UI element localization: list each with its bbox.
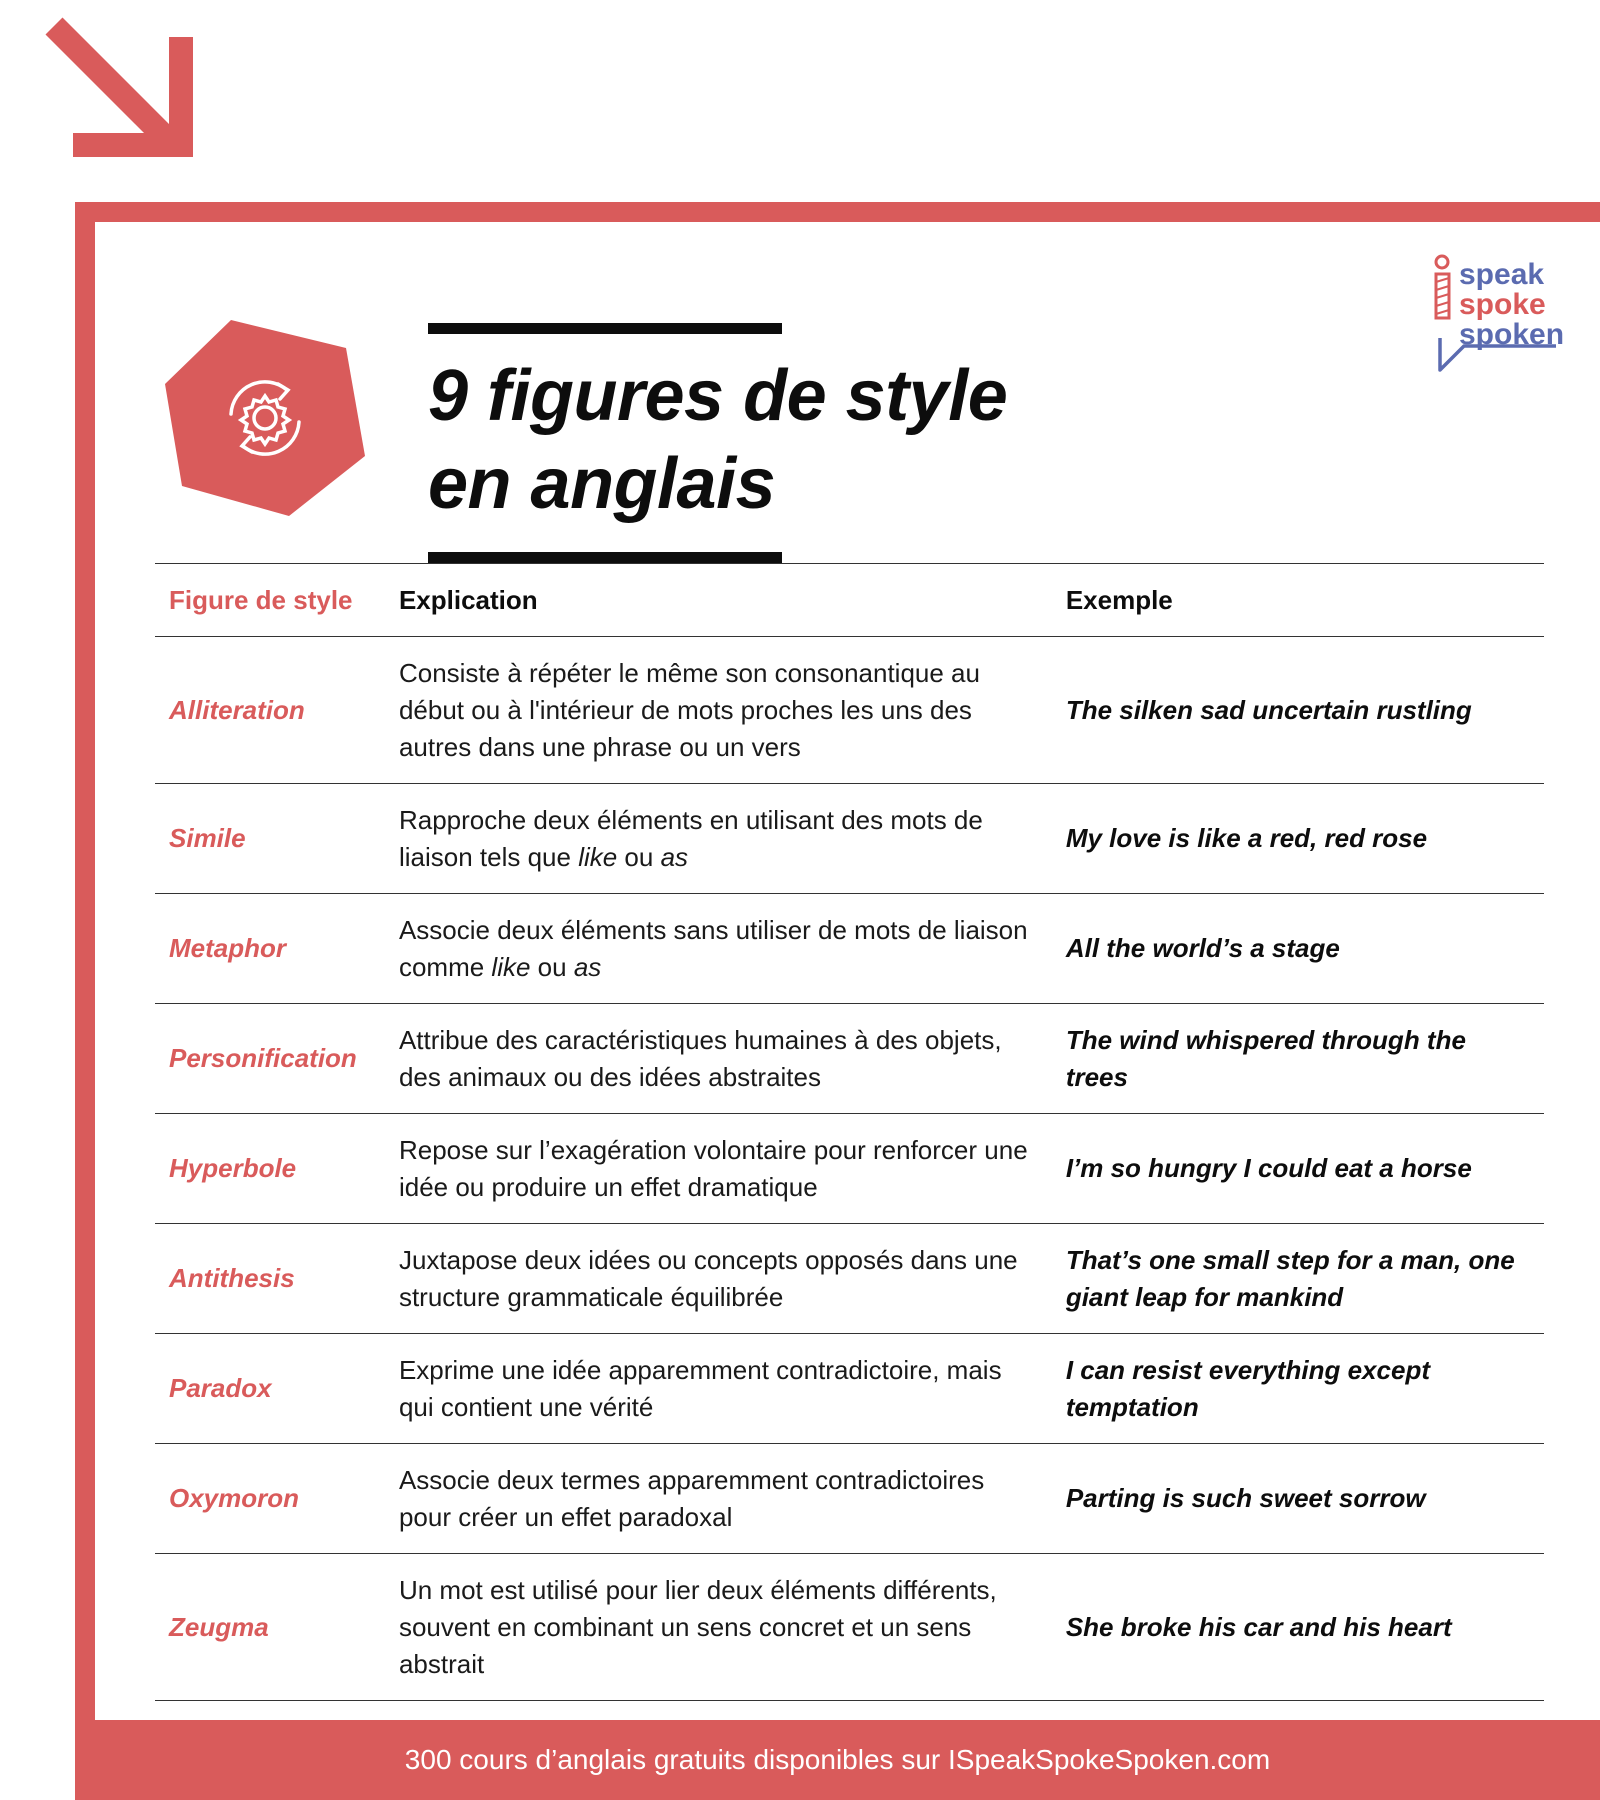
example-text: The silken sad uncertain rustling [1052, 637, 1544, 784]
arrow-down-right-icon [40, 12, 200, 162]
figure-name: Personification [155, 1004, 385, 1114]
outer-frame [75, 202, 1600, 1800]
explication-text: Un mot est utilisé pour lier deux éléments différents, souvent en combinant un sens concret et un sens abstrait [385, 1554, 1052, 1701]
table-row [155, 894, 1544, 1004]
table-row [155, 1004, 1544, 1114]
table-row [155, 1224, 1544, 1334]
figures-table [155, 563, 1544, 1701]
header-figure: Figure de style [155, 564, 385, 637]
explication-text: Consiste à répéter le même son consonantique au début ou à l'intérieur de mots proches les uns des autres dans une phrase ou un vers [385, 637, 1052, 784]
footer-banner [75, 1720, 1600, 1800]
example-text: My love is like a red, red rose [1052, 784, 1544, 894]
table-header-row [155, 564, 1544, 637]
figure-name: Zeugma [155, 1554, 385, 1701]
example-text: I’m so hungry I could eat a horse [1052, 1114, 1544, 1224]
title-rule-top [428, 323, 782, 334]
example-text: The wind whispered through the trees [1052, 1004, 1544, 1114]
logo-word-spoke: spoke [1459, 288, 1546, 321]
example-text: That’s one small step for a man, one giant leap for mankind [1052, 1224, 1544, 1334]
table-row [155, 637, 1544, 784]
figure-name: Paradox [155, 1334, 385, 1444]
header-explication: Explication [385, 564, 1052, 637]
table-row [155, 1334, 1544, 1444]
example-text: All the world’s a stage [1052, 894, 1544, 1004]
table-row [155, 784, 1544, 894]
title-line-2: en anglais [428, 444, 776, 524]
keyword-as: as [573, 951, 602, 982]
keyword-like: like [491, 951, 531, 982]
logo-word-spoken: spoken [1459, 318, 1565, 351]
title-line-1: 9 figures de style [428, 356, 1008, 436]
figure-name: Hyperbole [155, 1114, 385, 1224]
explication-text: Associe deux éléments sans utiliser de mots de liaison comme like ou as [385, 894, 1052, 1004]
table-row [155, 1554, 1544, 1701]
figure-name: Metaphor [155, 894, 385, 1004]
logo-word-speak: speak [1459, 258, 1545, 291]
explication-text: Rapproche deux éléments en utilisant des mots de liaison tels que like ou as [385, 784, 1052, 894]
figure-name: Antithesis [155, 1224, 385, 1334]
keyword-like: like [578, 841, 618, 872]
example-text: She broke his car and his heart [1052, 1554, 1544, 1701]
title-rule-bottom [428, 552, 782, 563]
table-row [155, 1114, 1544, 1224]
explication-text: Associe deux termes apparemment contradictoires pour créer un effet paradoxal [385, 1444, 1052, 1554]
keyword-as: as [660, 841, 689, 872]
figure-name: Alliteration [155, 637, 385, 784]
explication-text: Attribue des caractéristiques humaines à des objets, des animaux ou des idées abstraites [385, 1004, 1052, 1114]
page-title [428, 352, 1007, 528]
explication-text: Repose sur l’exagération volontaire pour renforcer une idée ou produire un effet dramatique [385, 1114, 1052, 1224]
example-text: Parting is such sweet sorrow [1052, 1444, 1544, 1554]
hexagon-badge [165, 318, 365, 518]
table-row [155, 1444, 1544, 1554]
header-exemple: Exemple [1052, 564, 1544, 637]
explication-text: Juxtapose deux idées ou concepts opposés dans une structure grammaticale équilibrée [385, 1224, 1052, 1334]
explication-text: Exprime une idée apparemment contradictoire, mais qui contient une vérité [385, 1334, 1052, 1444]
figure-name: Simile [155, 784, 385, 894]
footer-text: 300 cours d’anglais gratuits disponibles sur ISpeakSpokeSpoken.com [404, 1744, 1271, 1775]
figure-name: Oxymoron [155, 1444, 385, 1554]
content-card [95, 222, 1600, 1720]
brand-logo [1429, 240, 1565, 390]
example-text: I can resist everything except temptation [1052, 1334, 1544, 1444]
